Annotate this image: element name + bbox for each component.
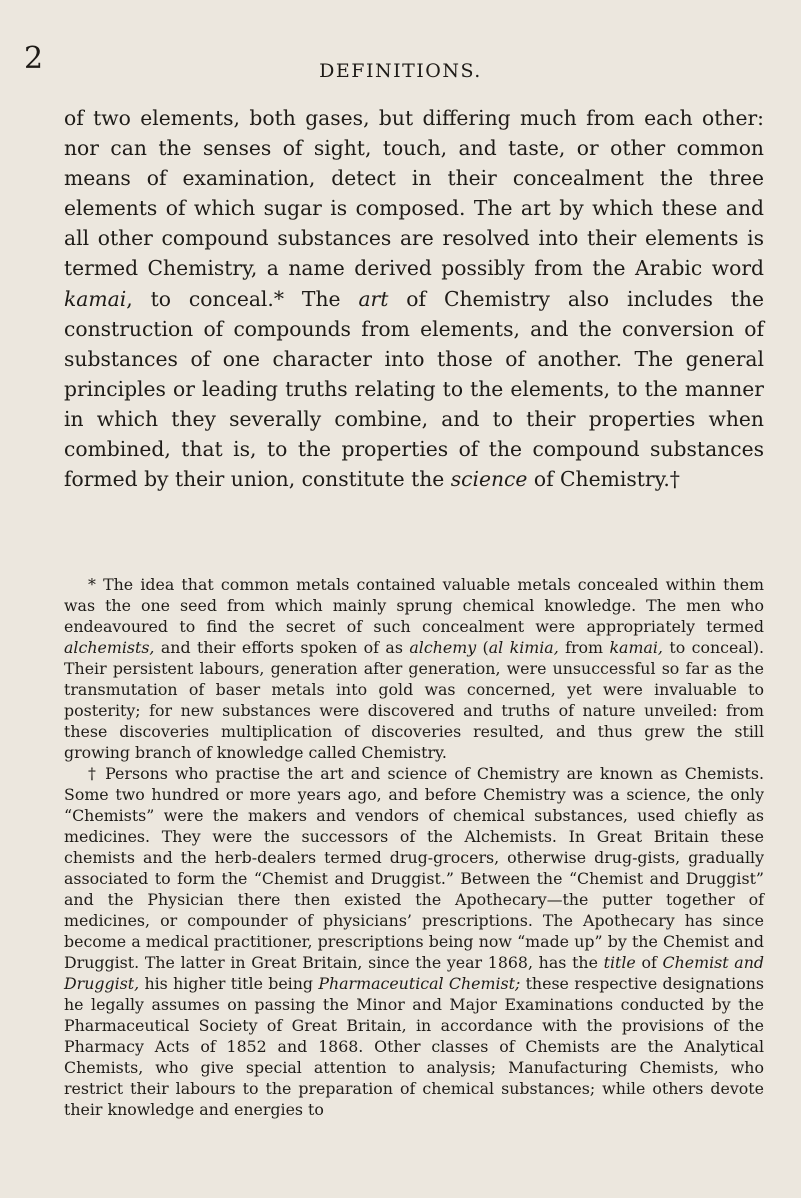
running-head: DEFINITIONS. <box>319 60 482 82</box>
footnote-italic: Pharmaceutical Chemist; <box>318 974 521 993</box>
footnote-text: these respective designations he legally assumes on passing the Minor and Major Examinations conducted by the Pharmaceutical Society of Great Britain, in accordance with the provisions of the Pharmacy Acts of 1852 and 1868. Other classes of Chemists are the Analytical Chemists, who give special attention to analysis; Manufacturing Chemists, who restrict their labours to the preparation of chemical substances; while others devote their knowledge and energies to <box>64 974 764 1119</box>
body-paragraph <box>64 103 764 494</box>
footnote-text: † Persons who practise the art and science of Chemistry are known as Chemists. Some two hundred or more years ago, and before Chemistry was a science, the only “Chemists” were the makers and vendors of chemical substances, used chiefly as medicines. They were the successors of the Alchemists. In Great Britain these chemists and the herb-dealers termed drug-grocers, otherwise drug-gists, gradually associated to form the “Chemist and Druggist.” Between the “Chemist and Druggist” and the Physician there then existed the Apothecary—the putter together of medicines, or compounder of physicians’ prescriptions. The Apothecary has since become a medical practitioner, prescriptions being now “made up” by the Chemist and Druggist. The latter in Great Britain, since the year 1868, has the <box>64 764 764 972</box>
footnote-text: to conceal). Their persistent labours, generation after generation, were unsuccessful so far as the transmutation of baser metals into gold was concerned, yet were invaluable to posterity; for new substances were discovered and truths of nature unveiled: from these discoveries multiplication of discoveries resulted, and thus grew the still growing branch of knowledge called Chemistry. <box>64 638 765 762</box>
body-italic-kamai: kamai <box>64 286 127 311</box>
footnote-text: from <box>558 638 610 657</box>
footnote-text: his higher title being <box>139 974 319 993</box>
body-text: of two elements, both gases, but differing much from each other: nor can the senses of sight, touch, and taste, or other common means of examination, detect in their concealment the three elements of which sugar is composed. The art by which these and all other compound substances are resolved into their elements is termed Chemistry, a name derived possibly from the Arabic word <box>64 106 764 281</box>
footnote-italic: al kimia, <box>488 638 559 657</box>
footnote-text: of <box>635 953 663 972</box>
body-text: , to conceal.* The <box>126 286 359 311</box>
body-italic-art: art <box>358 286 389 311</box>
footnotes <box>64 574 764 1120</box>
page-number: 2 <box>24 41 44 76</box>
footnote-italic: kamai, <box>609 638 663 657</box>
footnote-dagger <box>64 763 764 1120</box>
footnote-asterisk <box>64 574 764 763</box>
body-text: of Chemistry.† <box>527 467 680 492</box>
footnote-text: ( <box>476 638 489 657</box>
footnote-italic: alchemy <box>409 638 477 657</box>
body-text: of Chemistry also includes the construction of compounds from elements, and the conversion of substances of one character into those of another. The general principles or leading truths relating to the elements, to the manner in which they severally combine, and to their properties when combined, that is, to the properties of the compound substances formed by their union, constitute the <box>64 286 764 492</box>
footnote-italic: Chemist and Druggist, <box>64 953 764 993</box>
footnote-text: * The idea that common metals contained valuable metals concealed within them was the one seed from which mainly sprung chemical knowledge. The men who endeavoured to find the secret of such concealment were appropriately termed <box>64 575 764 636</box>
footnote-text: and their efforts spoken of as <box>154 638 410 657</box>
body-italic-science: science <box>450 467 528 492</box>
footnote-italic: title <box>603 953 636 972</box>
footnote-italic: alchemists, <box>64 638 155 657</box>
